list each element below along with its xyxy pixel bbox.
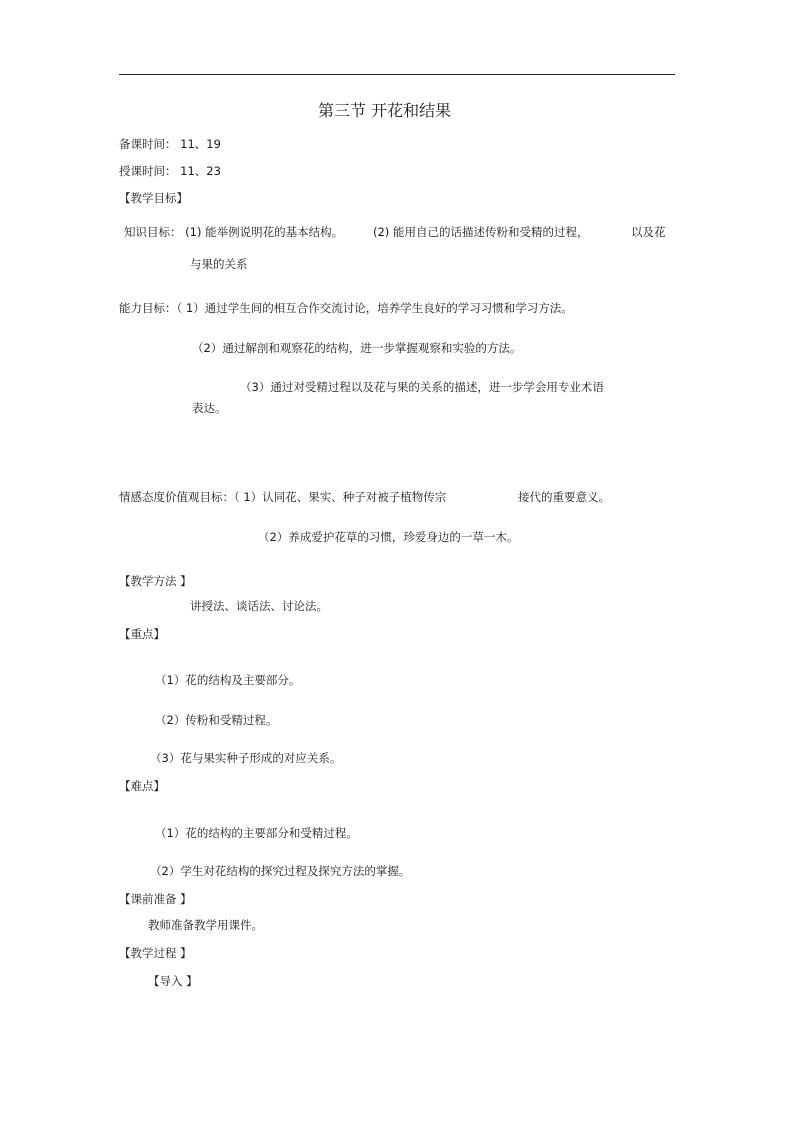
teach-time: 授课时间： 11、23 (119, 164, 221, 178)
ability-goal-line3: （3）通过对受精过程以及花与果的关系的描述，进一步学会用专业术语 (240, 380, 604, 394)
key-points-heading: 【重点】 (119, 627, 165, 641)
intro-heading: 【导入 】 (148, 974, 198, 988)
ability-goal-line4: 表达。 (192, 401, 227, 415)
emotion-goal-line2: （2）养成爱护花草的习惯，珍爱身边的一草一木。 (258, 530, 519, 544)
goals-heading: 【教学目标】 (119, 191, 188, 205)
knowledge-goal-part2: (2) 能用自己的话描述传粉和受精的过程， (373, 225, 589, 239)
key-point-item: （1）花的结构及主要部分。 (155, 673, 301, 687)
methods-heading: 【教学方法 】 (119, 574, 192, 588)
difficulties-heading: 【难点】 (119, 779, 165, 793)
prep-time: 备课时间： 11、19 (119, 137, 221, 151)
methods-text: 讲授法、谈话法、讨论法。 (190, 599, 328, 613)
key-point-item: （3）花与果实种子形成的对应关系。 (150, 751, 342, 765)
difficulty-item: （2）学生对花结构的探究过程及探究方法的掌握。 (150, 864, 411, 878)
knowledge-goal-line2: 与果的关系 (190, 257, 248, 271)
difficulty-item: （1）花的结构的主要部分和受精过程。 (155, 826, 358, 840)
emotion-goal-part1: 情感态度价值观目标：（ 1）认同花、果实、种子对被子植物传宗 (119, 490, 447, 504)
key-point-item: （2）传粉和受精过程。 (155, 713, 278, 727)
ability-goal-line1: 能力目标：（ 1）通过学生间的相互合作交流讨论，培养学生良好的学习习惯和学习方法。 (119, 301, 573, 315)
process-heading: 【教学过程 】 (119, 946, 192, 960)
ability-goal-line2: （2）通过解剖和观察花的结构，进一步掌握观察和实验的方法。 (192, 341, 522, 355)
preparation-heading: 【课前准备 】 (119, 892, 192, 906)
knowledge-goal-part3: 以及花 (631, 225, 666, 239)
preparation-text: 教师准备教学用课件。 (148, 918, 263, 932)
knowledge-goal-part1: 知识目标： (1) 能举例说明花的基本结构。 (124, 225, 344, 239)
page-title: 第三节 开花和结果 (318, 101, 452, 120)
emotion-goal-part2: 接代的重要意义。 (518, 490, 610, 504)
header-rule (119, 74, 675, 75)
